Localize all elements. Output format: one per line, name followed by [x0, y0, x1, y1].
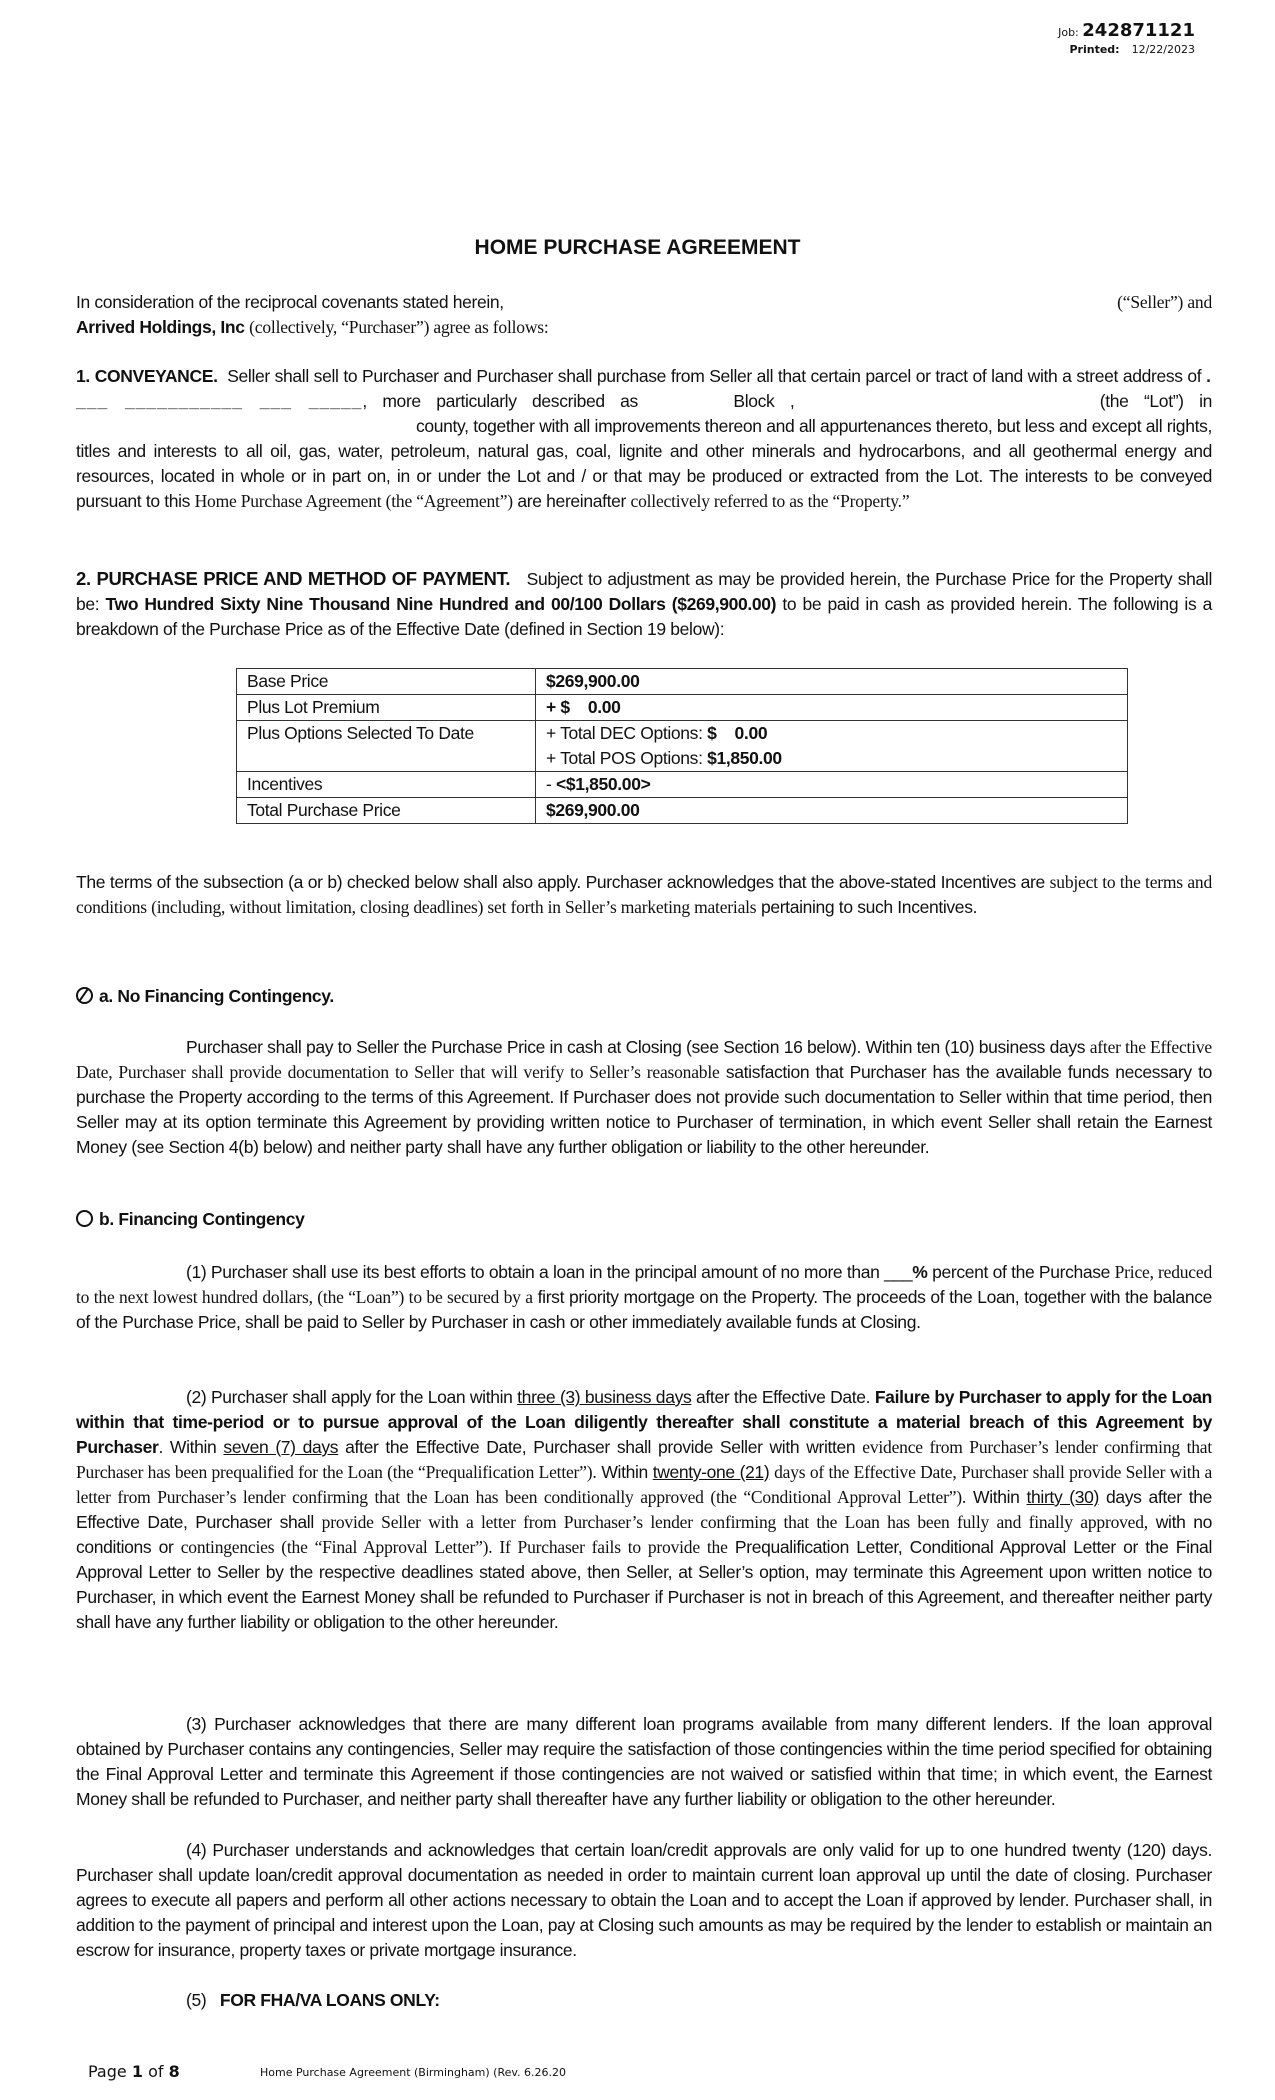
job-number: 242871121: [1082, 20, 1195, 41]
para2-text: evidence from Purchaser’s lender confirming that Purchaser has been prequalified for the Loan (the “Prequalification Letter”).: [76, 1437, 1213, 1482]
table-row: [237, 772, 1128, 798]
percent-sign: %: [912, 1262, 928, 1282]
para2-text: provide Seller with a letter from Purchaser’s lender confirming that the Loan has been fully and finally approved,: [321, 1512, 1148, 1532]
deadline-apply: three (3) business days: [517, 1387, 692, 1407]
intro-seller-suffix: (“Seller”) and: [1117, 292, 1212, 312]
fha-va-heading: FOR FHA/VA LOANS ONLY:: [219, 1990, 440, 2010]
printed-date: 12/22/2023: [1131, 43, 1195, 56]
option-a-text: satisfaction that Purchaser has the available funds necessary to purchase the Property according to the terms of this Agreement. If Purchaser does not provide such documentation to Seller within that time period, then Seller may at its option terminate this Agreement by providing written notice to Purchaser of termination, in which event Seller shall retain the Earnest Money (see Section 4(b) below) and neither party shall have any further obligation or liability to the other hereunder.: [76, 1062, 1212, 1157]
section2-text: to be paid in cash as provided herein. The following is a breakdown of the Purchase Price as of the Effective Date (defined in Section 19 below):: [76, 594, 1212, 639]
price-in-words: Two Hundred Sixty Nine Thousand Nine Hundred and 00/100 Dollars ($269,900.00): [105, 594, 777, 614]
para2-text: Within: [601, 1462, 648, 1482]
intro-line1: In consideration of the reciprocal covenants stated herein,: [76, 292, 504, 312]
pos-options-label: + Total POS Options:: [546, 748, 703, 768]
base-price-value: $269,900.00: [536, 669, 1128, 695]
section1-heading: 1. CONVEYANCE.: [76, 366, 218, 386]
section1-text: county, together with all improvements thereon and all appurtenances thereto, but less and except all rights, titles and interests to all oil, gas, water, petroleum, natural gas, coal, lignite and other minerals and hydrocarbons, and all geothermal energy and resources, located in whole or in part on, in or under the Lot and / or that may be produced or extracted from the Lot. The interests to be conveyed pursuant to this: [76, 416, 1212, 511]
section2-heading: 2. PURCHASE PRICE AND METHOD OF PAYMENT.: [76, 568, 511, 589]
section2-text: Subject to adjustment as may be provided herein, the Purchase Price for the Property shall be:: [76, 569, 1212, 614]
financing-para-2: [76, 1385, 1212, 1635]
table-row: [237, 798, 1128, 824]
section-conveyance: [76, 364, 1212, 514]
page-footer: [88, 2062, 567, 2081]
para2-text: . Within: [158, 1437, 217, 1457]
para2-text: upon written notice to Purchaser, in which event the Earnest Money shall be refunded to Purchaser if Purchaser is not in breach of this Agreement, and thereafter neither party shall have any further liability or obligation to the other hereunder.: [76, 1562, 1213, 1632]
lot-premium-value: 0.00: [587, 697, 621, 717]
radio-unselected-icon[interactable]: [76, 1210, 93, 1227]
section1-text: (the “Lot”) in: [1099, 391, 1212, 411]
page-word: Page: [88, 2062, 127, 2081]
option-a-label: a. No Financing Contingency.: [99, 986, 334, 1006]
row-label: Total Purchase Price: [237, 798, 536, 824]
terms-text: subject to the terms and conditions (including, without limitation, closing deadlines) set forth in Seller’s marketing materials: [76, 872, 1212, 917]
dec-options-label: + Total DEC Options:: [546, 723, 703, 743]
radio-selected-icon[interactable]: [76, 987, 93, 1004]
value-prefix: + $: [546, 697, 570, 717]
para2-text: after the Effective Date, Purchaser shall provide Seller with written: [345, 1437, 856, 1457]
option-b-heading[interactable]: [76, 1207, 1212, 1232]
financing-para-3: [76, 1712, 1212, 1812]
para3-text: (3) Purchaser acknowledges that there are many different loan programs available from many different lenders. If the loan approval obtained by Purchaser contains any contingencies, Seller may require the satisfaction of those contingencies within the time period specified for obtaining the Final Approval Letter and terminate this Agreement if those contingencies are not waived or satisfied within that time; in which event, the Earnest Money shall be refunded to Purchaser, and neither party shall thereafter have any further liability or obligation to the other hereunder.: [76, 1714, 1212, 1809]
row-label: Base Price: [237, 669, 536, 695]
page-indicator: [88, 2062, 180, 2081]
section-purchase-price: [76, 566, 1212, 642]
option-a-text: Purchaser shall pay to Seller the Purchase Price in cash at Closing (see Section 16 below). Within ten (10) business days: [186, 1037, 1086, 1057]
option-a-body: [76, 1035, 1212, 1160]
para2-text: days after the Effective Date, Purchaser shall: [76, 1487, 1212, 1532]
intro-line2: (collectively, “Purchaser”) agree as follows:: [249, 317, 549, 337]
financing-para-4: [76, 1838, 1212, 1963]
table-row: [237, 669, 1128, 695]
terms-text: The terms of the subsection (a or b) checked below shall also apply. Purchaser acknowledges that the above-stated Incentives are: [76, 872, 1045, 892]
page-current: 1: [131, 2062, 143, 2081]
total-price-value: $269,900.00: [536, 798, 1128, 824]
redacted-address: . ___ ___________ ___ _____: [76, 366, 1213, 411]
para1-text: Price, reduced to the next lowest hundred dollars, (the “Loan”) to be secured by a: [76, 1262, 1212, 1307]
para1-text: first priority mortgage on the Property. The proceeds of the Loan, together with the balance of the Purchase Price, shall be paid to Seller by Purchaser in cash or other immediately available funds at Closing.: [76, 1287, 1212, 1332]
agreement-defined-term: Home Purchase Agreement (the “Agreement”): [194, 491, 513, 511]
incentives-value: <$1,850.00>: [556, 774, 651, 794]
para5-number: (5): [186, 1990, 207, 2010]
para2-text: days of the Effective Date, Purchaser shall provide Seller with a letter from Purchaser’s lender confirming that the Loan has been conditionally approved (the “Conditional Approval Letter”).: [76, 1462, 1213, 1507]
deadline-final: thirty (30): [1026, 1487, 1100, 1507]
section1-text: Seller shall sell to Purchaser and Purchaser shall purchase from Seller all that certain parcel or tract of land with a street address of: [227, 366, 1202, 386]
terms-paragraph: [76, 870, 1212, 920]
revision-label: Home Purchase Agreement (Birmingham) (Rev. 6.26.20: [260, 2066, 567, 2079]
page-total: 8: [168, 2062, 180, 2081]
loan-percent-blank[interactable]: ___: [884, 1262, 913, 1282]
row-label: Plus Options Selected To Date: [237, 721, 536, 772]
table-row: [237, 721, 1128, 772]
para2-text: after the Effective Date.: [696, 1387, 871, 1407]
financing-para-1: [76, 1260, 1212, 1335]
price-breakdown-table: [236, 668, 1128, 824]
para2-text: (2) Purchaser shall apply for the Loan within: [186, 1387, 513, 1407]
option-a-text: after the Effective Date, Purchaser shall provide documentation to Seller that will verify to Seller’s reasonable: [76, 1037, 1212, 1082]
printed-label: Printed:: [1069, 43, 1120, 56]
para1-text: (1) Purchaser shall use its best efforts to obtain a loan in the principal amount of no more than: [186, 1262, 880, 1282]
section1-text: , more particularly described as: [362, 391, 638, 411]
intro-paragraph: [76, 290, 1212, 340]
financing-para-5: [76, 1988, 1212, 2013]
document-title: HOME PURCHASE AGREEMENT: [474, 236, 801, 259]
material-breach-clause: Failure by Purchaser to apply for the Loan within that time-period or to pursue approval of the Loan diligently thereafter shall constitute a material breach of this Agreement by Purchaser: [76, 1387, 1213, 1457]
incentives-cell: [536, 772, 1128, 798]
block-label: Block ,: [733, 391, 795, 411]
para2-text: with no conditions or: [76, 1512, 1213, 1557]
deadline-conditional: twenty-one (21): [652, 1462, 770, 1482]
job-header: [1058, 20, 1195, 56]
para2-text: contingencies (the “Final Approval Letter”). If Purchaser fails to provide the: [180, 1537, 728, 1557]
purchaser-name: Arrived Holdings, Inc: [76, 317, 245, 337]
lot-premium-cell: [536, 695, 1128, 721]
value-prefix: -: [546, 774, 552, 794]
row-label: Plus Lot Premium: [237, 695, 536, 721]
table-row: [237, 695, 1128, 721]
option-b-label: b. Financing Contingency: [99, 1209, 305, 1229]
section1-text: collectively referred to as the “Property.”: [630, 491, 910, 511]
dec-options-value: 0.00: [734, 723, 768, 743]
para2-text: Prequalification Letter, Conditional Approval Letter or the Final Approval Letter to Seller by the respective deadlines stated above, then Seller, at Seller’s option, may terminate this Agreement: [76, 1537, 1212, 1582]
para2-text: Within: [973, 1487, 1020, 1507]
section1-text: are hereinafter: [517, 491, 626, 511]
deadline-prequalification: seven (7) days: [223, 1437, 339, 1457]
para1-text: percent of the Purchase: [932, 1262, 1111, 1282]
options-cell: [536, 721, 1128, 772]
row-label: Incentives: [237, 772, 536, 798]
of-word: of: [148, 2062, 164, 2081]
option-a-heading[interactable]: [76, 984, 1212, 1009]
job-label: Job:: [1058, 26, 1079, 39]
pos-options-value: $1,850.00: [707, 748, 782, 768]
dec-prefix: $: [707, 723, 717, 743]
para4-text: (4) Purchaser understands and acknowledges that certain loan/credit approvals are only valid for up to one hundred twenty (120) days. Purchaser shall update loan/credit approval documentation as needed in order to maintain current loan approval up until the date of closing. Purchaser agrees to execute all papers and perform all other actions necessary to obtain the Loan and to accept the Loan if approved by lender. Purchaser shall, in addition to the payment of principal and interest upon the Loan, pay at Closing such amounts as may be required by the lender to establish or maintain an escrow for insurance, property taxes or private mortgage insurance.: [76, 1840, 1212, 1960]
terms-text: pertaining to such Incentives.: [760, 897, 978, 917]
